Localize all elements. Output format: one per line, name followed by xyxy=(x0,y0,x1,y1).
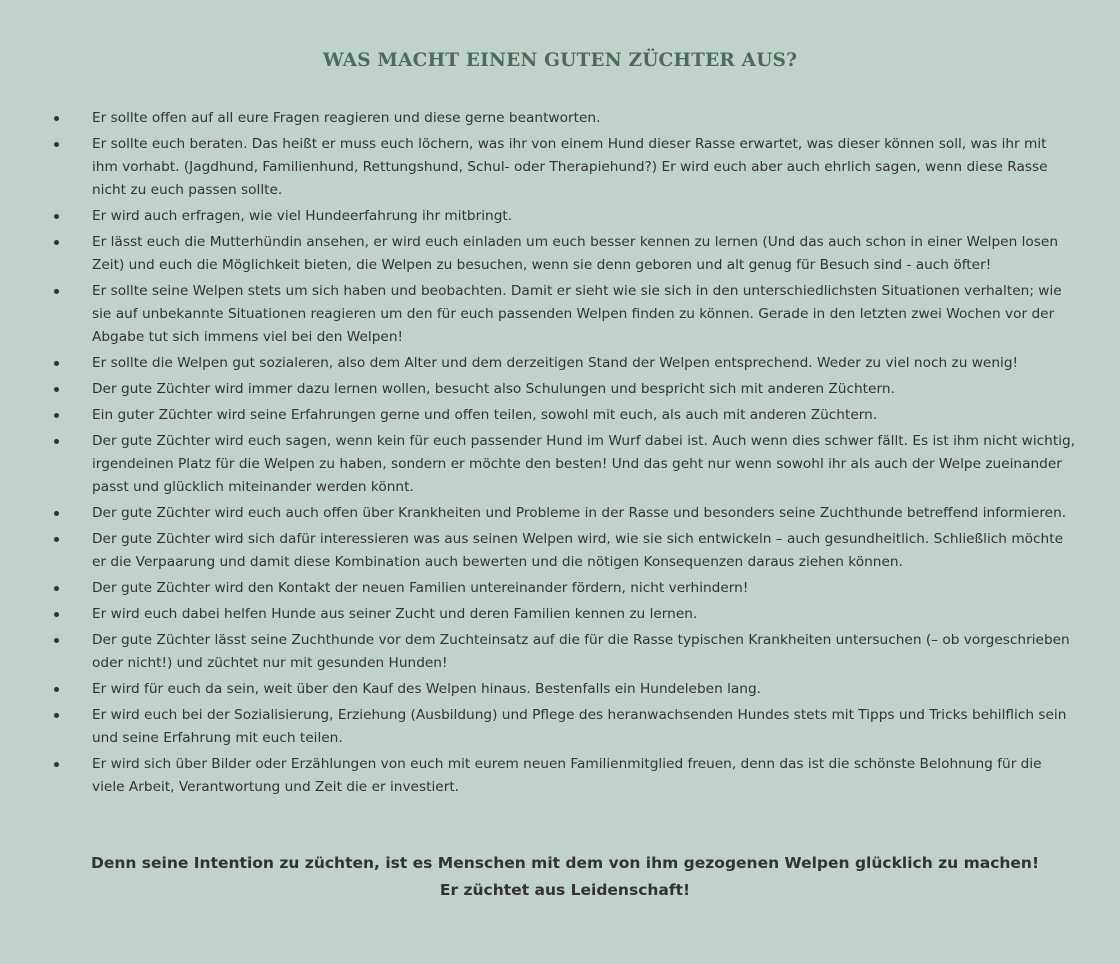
list-item xyxy=(0,205,1120,228)
list-item-text: Er sollte euch beraten. Das heißt er muss euch löchern, was ihr von einem Hund dieser Rasse erwartet, was dieser können soll, was ihr mit ihm vorhabt. (Jagdhund, Familienhund, Rettungshund, Schul- oder Therapiehund?) Er wird euch aber auch ehrlich sagen, wenn diese Rasse nicht zu euch passen sollte. xyxy=(92,136,1048,198)
list-item xyxy=(0,678,1120,701)
list-item xyxy=(0,629,1120,675)
list-item-text: Er wird euch dabei helfen Hunde aus seiner Zucht und deren Familien kennen zu lernen. xyxy=(92,606,698,622)
bullet-icon xyxy=(54,713,59,718)
breeder-criteria-list xyxy=(0,107,1120,802)
bullet-icon xyxy=(54,537,59,542)
bullet-icon xyxy=(54,289,59,294)
list-item xyxy=(0,280,1120,349)
list-item-text: Er wird euch bei der Sozialisierung, Erziehung (Ausbildung) und Pflege des heranwachsenden Hundes stets mit Tipps und Tricks behilflich sein und seine Erfahrung mit euch teilen. xyxy=(92,707,1067,746)
list-item xyxy=(0,430,1120,499)
list-item xyxy=(0,378,1120,401)
list-item-text: Er wird sich über Bilder oder Erzählungen von euch mit eurem neuen Familienmitglied freuen, denn das ist die schönste Belohnung für die viele Arbeit, Verantwortung und Zeit die er investiert. xyxy=(92,756,1042,795)
list-item-text: Der gute Züchter wird den Kontakt der neuen Familien untereinander fördern, nicht verhindern! xyxy=(92,580,749,596)
bullet-icon xyxy=(54,762,59,767)
bullet-icon xyxy=(54,612,59,617)
bullet-icon xyxy=(54,439,59,444)
bullet-icon xyxy=(54,586,59,591)
list-item xyxy=(0,753,1120,799)
list-item-text: Er wird für euch da sein, weit über den Kauf des Welpen hinaus. Bestenfalls ein Hundeleben lang. xyxy=(92,681,762,697)
list-item-text: Der gute Züchter wird immer dazu lernen wollen, besucht also Schulungen und bespricht sich mit anderen Züchtern. xyxy=(92,381,895,397)
bullet-icon xyxy=(54,214,59,219)
list-item xyxy=(0,528,1120,574)
list-item xyxy=(0,704,1120,750)
bullet-icon xyxy=(54,116,59,121)
closing-line-1: Denn seine Intention zu züchten, ist es Menschen mit dem von ihm gezogenen Welpen glücklich zu machen! xyxy=(90,854,1040,872)
list-item xyxy=(0,603,1120,626)
bullet-icon xyxy=(54,413,59,418)
bullet-icon xyxy=(54,638,59,643)
list-item-text: Der gute Züchter wird euch sagen, wenn kein für euch passender Hund im Wurf dabei ist. Auch wenn dies schwer fällt. Es ist ihm nicht wichtig, irgendeinen Platz für die Welpen zu haben, sondern er möchte den besten! Und das geht nur wenn sowohl ihr als auch der Welpe zueinander passt und glücklich miteinander werden könnt. xyxy=(92,433,1076,495)
bullet-icon xyxy=(54,511,59,516)
list-item xyxy=(0,231,1120,277)
list-item xyxy=(0,502,1120,525)
list-item-text: Er sollte die Welpen gut sozialeren, also dem Alter und dem derzeitigen Stand der Welpen entsprechend. Weder zu viel noch zu wenig! xyxy=(92,355,1019,371)
page-title: WAS MACHT EINEN GUTEN ZÜCHTER AUS? xyxy=(322,50,798,71)
list-item xyxy=(0,577,1120,600)
bullet-icon xyxy=(54,361,59,366)
list-item-text: Ein guter Züchter wird seine Erfahrungen gerne und offen teilen, sowohl mit euch, als auch mit anderen Züchtern. xyxy=(92,407,878,423)
list-item-text: Er wird auch erfragen, wie viel Hundeerfahrung ihr mitbringt. xyxy=(92,208,513,224)
closing-statement xyxy=(0,850,1120,904)
list-item-text: Er lässt euch die Mutterhündin ansehen, er wird euch einladen um euch besser kennen zu lernen (Und das auch schon in einer Welpen losen Zeit) und euch die Möglichkeit bieten, die Welpen zu besuchen, wenn sie denn geboren und alt genug für Besuch sind - auch öfter! xyxy=(92,234,1059,273)
bullet-icon xyxy=(54,240,59,245)
list-item xyxy=(0,133,1120,202)
list-item xyxy=(0,352,1120,375)
list-item-text: Der gute Züchter wird sich dafür interessieren was aus seinen Welpen wird, wie sie sich entwickeln – auch gesundheitlich. Schließlich möchte er die Verpaarung und damit diese Kombination auch bewerten und die nötigen Konsequenzen daraus ziehen können. xyxy=(92,531,1064,570)
list-item xyxy=(0,107,1120,130)
list-item-text: Der gute Züchter lässt seine Zuchthunde vor dem Zuchteinsatz auf die für die Rasse typischen Krankheiten untersuchen (– ob vorgeschrieben oder nicht!) und züchtet nur mit gesunden Hunden! xyxy=(92,632,1070,671)
list-item-text: Er sollte offen auf all eure Fragen reagieren und diese gerne beantworten. xyxy=(92,110,601,126)
list-item xyxy=(0,404,1120,427)
closing-line-2: Er züchtet aus Leidenschaft! xyxy=(439,881,691,899)
bullet-icon xyxy=(54,387,59,392)
bullet-icon xyxy=(54,142,59,147)
list-item-text: Der gute Züchter wird euch auch offen über Krankheiten und Probleme in der Rasse und besonders seine Zuchthunde betreffend informieren. xyxy=(92,505,1067,521)
list-item-text: Er sollte seine Welpen stets um sich haben und beobachten. Damit er sieht wie sie sich in den unterschiedlichsten Situationen verhalten; wie sie auf unbekannte Situationen reagieren um den für euch passenden Welpen finden zu können. Gerade in den letzten zwei Wochen vor der Abgabe tut sich immens viel bei den Welpen! xyxy=(92,283,1062,345)
bullet-icon xyxy=(54,687,59,692)
